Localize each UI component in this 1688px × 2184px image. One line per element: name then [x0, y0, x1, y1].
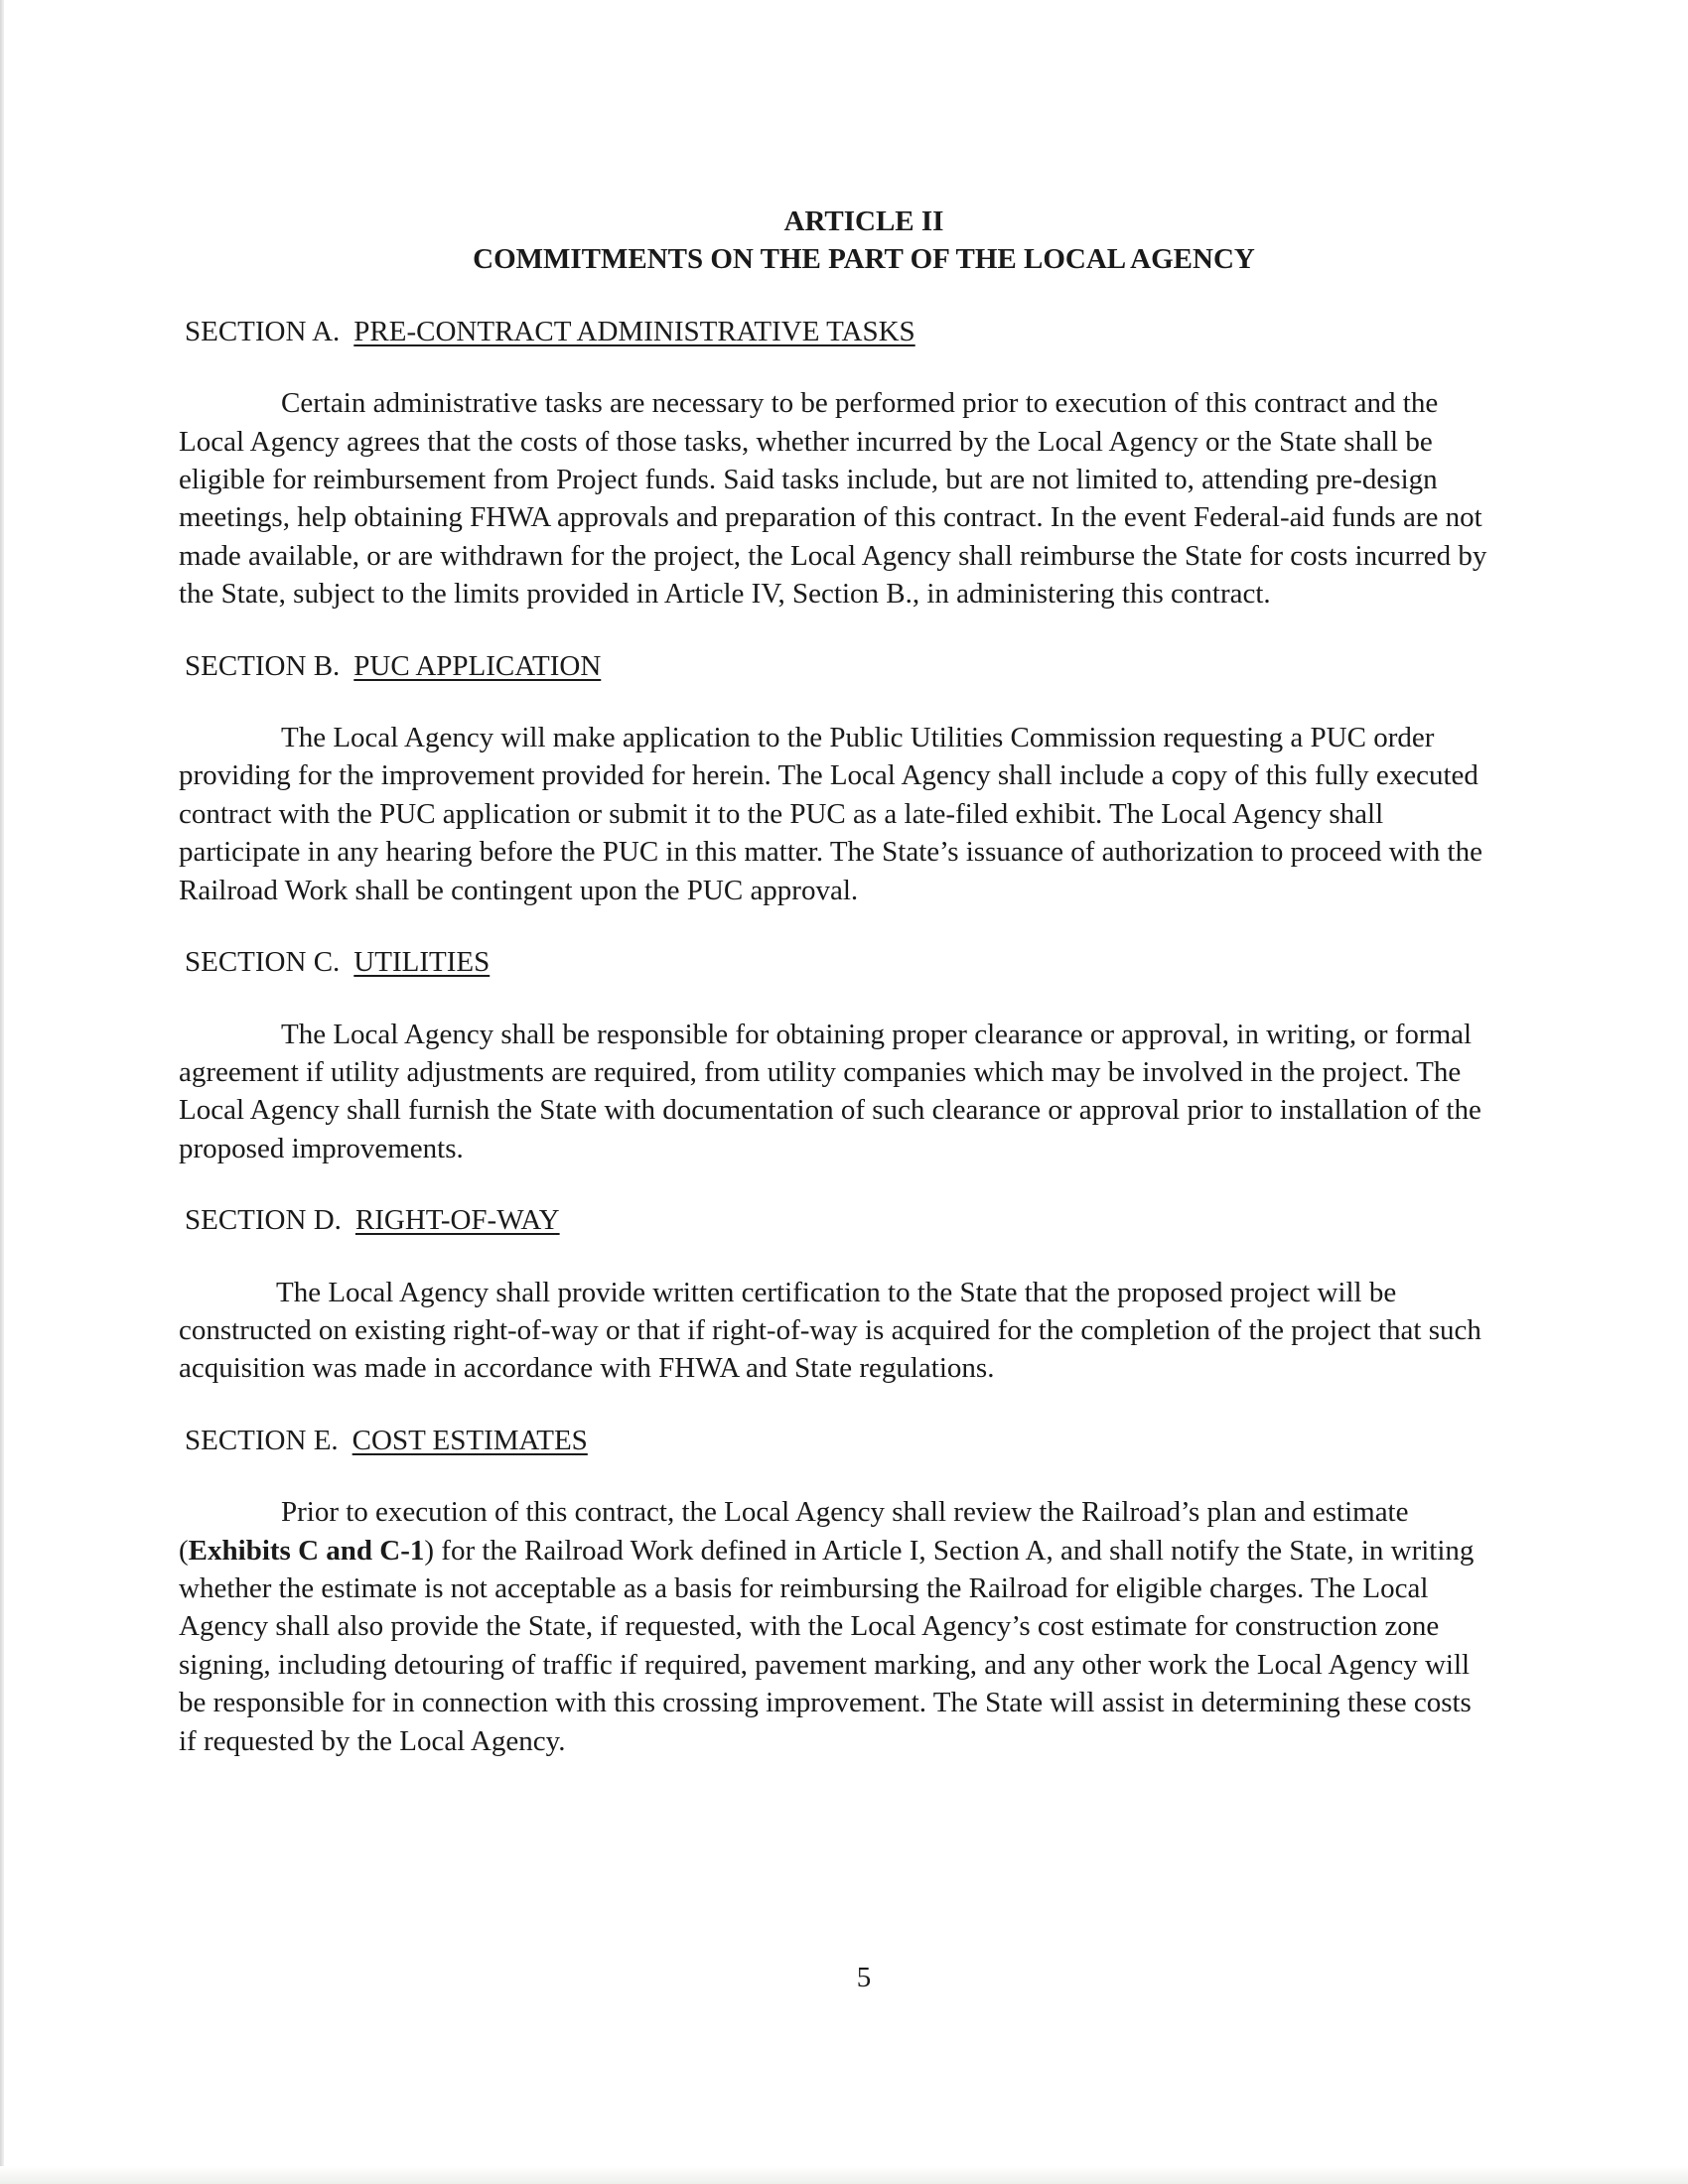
- section-e-heading: [185, 1422, 1489, 1459]
- section-a-heading: [185, 313, 1489, 350]
- section-c-heading: [185, 943, 1489, 981]
- scan-bottom-edge: [0, 2166, 1688, 2184]
- section-e-body: [179, 1493, 1489, 1760]
- section-e-body-start: Prior to execution of this contract, the Local Agency shall review the Railroad’s plan and estimate (: [179, 1496, 1409, 1567]
- section-b-label: SECTION B.: [185, 649, 341, 682]
- section-d-heading: [185, 1201, 1489, 1239]
- section-c-label: SECTION C.: [185, 946, 341, 979]
- page-number: 5: [856, 1962, 872, 1993]
- scan-edge: [0, 0, 4, 2184]
- section-a-body: Certain administrative tasks are necessary to be performed prior to execution of this contract and the Local Agency agrees that the costs of those tasks, whether incurred by the Local Agency or the State shall be eligible for reimbursement from Project funds. Said tasks include, but are not limited to, attending pre-design meetings, help obtaining FHWA approvals and preparation of this contract. In the event Federal-aid funds are not made available, or are withdrawn for the project, the Local Agency shall reimburse the State for costs incurred by the State, subject to the limits provided in Article IV, Section B., in administering this contract.: [179, 387, 1487, 611]
- document-body: [179, 203, 1489, 1794]
- section-d-title: RIGHT-OF-WAY: [354, 1204, 560, 1237]
- section-e-label: SECTION E.: [185, 1424, 339, 1456]
- section-b-title: PUC APPLICATION: [353, 649, 602, 682]
- section-e-title: COST ESTIMATES: [352, 1424, 588, 1456]
- section-c-body: The Local Agency shall be responsible for obtaining proper clearance or approval, in writing, or formal agreement if utility adjustments are required, from utility companies which may be involved in the project. The Local Agency shall furnish the State with documentation of such clearance or approval prior to installation of the proposed improvements.: [179, 1018, 1481, 1164]
- section-a-title: PRE-CONTRACT ADMINISTRATIVE TASKS: [353, 315, 915, 347]
- article-heading: ARTICLE II: [783, 205, 944, 237]
- section-a-label: SECTION A.: [185, 315, 341, 347]
- section-c-title: UTILITIES: [353, 946, 491, 979]
- section-e-body-end: ) for the Railroad Work defined in Article I, Section A, and shall notify the State, in writing whether the estimate is not acceptable as a basis for reimbursing the Railroad for eligible charges. The Local Agency shall also provide the State, if requested, with the Local Agency’s cost estimate for construction zone signing, including detouring of traffic if required, pavement marking, and any other work the Local Agency will be responsible for in connection with this crossing improvement. The State will assist in determining these costs if requested by the Local Agency.: [179, 1534, 1475, 1757]
- article-title: COMMITMENTS ON THE PART OF THE LOCAL AGENCY: [473, 243, 1255, 276]
- section-d-body: The Local Agency shall provide written certification to the State that the proposed project will be constructed on existing right-of-way or that if right-of-way is acquired for the completion of the project that such acquisition was made in accordance with FHWA and State regulations.: [179, 1276, 1481, 1385]
- section-d-label: SECTION D.: [185, 1204, 342, 1237]
- section-b-heading: [185, 647, 1489, 685]
- section-b-body: The Local Agency will make application to the Public Utilities Commission requesting a PUC order providing for the improvement provided for herein. The Local Agency shall include a copy of this fully executed contract with the PUC application or submit it to the PUC as a late-filed exhibit. The Local Agency shall participate in any hearing before the PUC in this matter. The State’s issuance of authorization to proceed with the Railroad Work shall be contingent upon the PUC approval.: [179, 722, 1482, 906]
- section-e-exhibits-reference: Exhibits C and C-1: [188, 1534, 425, 1567]
